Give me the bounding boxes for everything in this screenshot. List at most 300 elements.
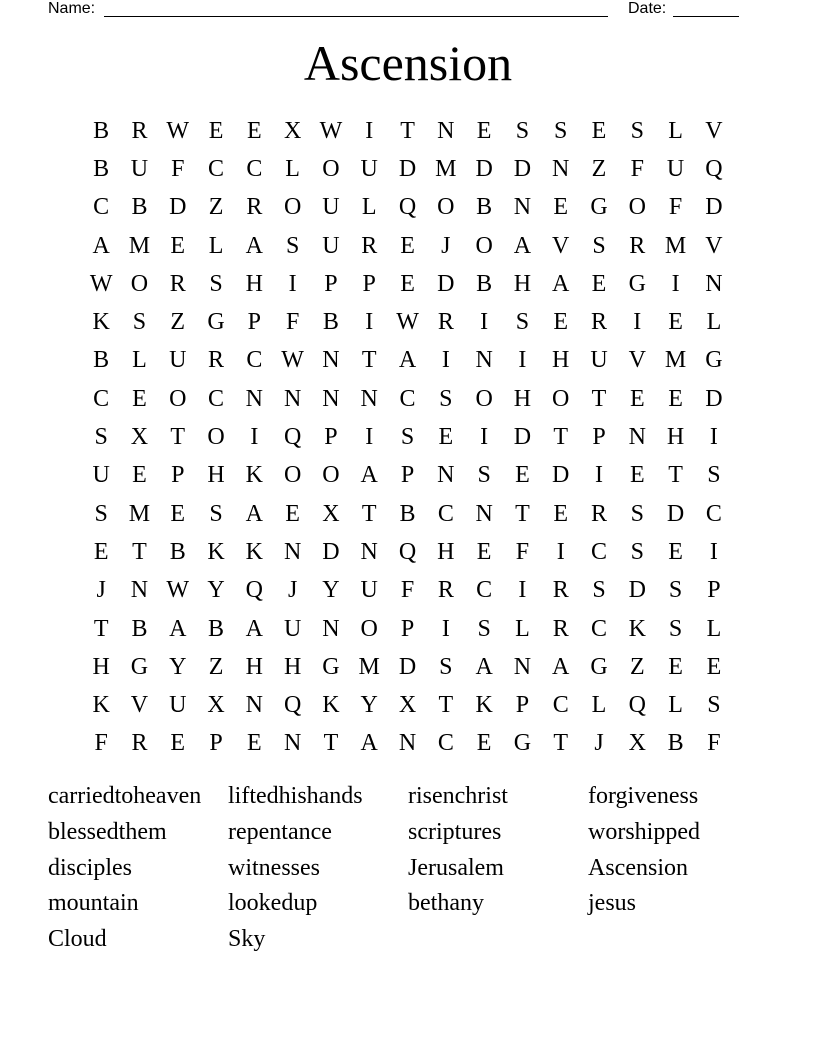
grid-letter: D [322, 538, 340, 565]
grid-letter: C [437, 730, 454, 757]
grid-letter: N [283, 538, 302, 565]
grid-letter: T [591, 385, 607, 412]
grid-letter: W [166, 577, 190, 604]
word-list-item: Ascension [588, 854, 688, 881]
grid-letter: G [130, 653, 149, 680]
grid-letter: L [285, 155, 300, 182]
grid-letter: W [319, 117, 343, 144]
grid-letter: N [475, 347, 493, 374]
grid-letter: C [246, 347, 263, 374]
grid-letter: V [705, 232, 723, 259]
grid-letter: K [207, 538, 225, 565]
grid-letter: N [322, 615, 340, 642]
grid-letter: E [476, 538, 492, 565]
grid-letter: P [400, 615, 415, 642]
grid-letter: G [705, 347, 723, 374]
grid-letter: N [360, 385, 378, 412]
grid-letter: F [630, 155, 644, 182]
grid-letter: I [480, 424, 489, 451]
grid-letter: E [170, 500, 186, 527]
grid-letter: P [209, 730, 223, 757]
grid-letter: T [553, 424, 569, 451]
grid-letter: H [666, 424, 685, 451]
grid-letter: M [128, 500, 151, 527]
grid-letter: T [361, 500, 377, 527]
grid-letter: V [705, 117, 723, 144]
grid-letter: Y [207, 577, 225, 604]
word-list-item: mountain [48, 890, 139, 917]
grid-letter: K [475, 692, 493, 719]
grid-letter: D [475, 155, 493, 182]
grid-letter: I [441, 347, 450, 374]
grid-letter: R [629, 232, 646, 259]
grid-letter: P [400, 462, 415, 489]
grid-letter: I [633, 309, 642, 336]
word-list-item: Cloud [48, 926, 107, 953]
grid-letter: Q [398, 194, 417, 221]
grid-letter: O [322, 155, 340, 182]
grid-letter: F [285, 309, 300, 336]
grid-letter: E [285, 500, 300, 527]
grid-letter: G [322, 653, 340, 680]
grid-letter: B [399, 500, 416, 527]
grid-letter: S [515, 117, 530, 144]
grid-letter: X [628, 730, 646, 757]
grid-letter: X [283, 117, 302, 144]
grid-letter: D [552, 462, 570, 489]
grid-letter: S [554, 117, 568, 144]
grid-letter: I [365, 424, 374, 451]
grid-letter: L [515, 615, 530, 642]
grid-letter: I [288, 270, 297, 297]
grid-letter: O [130, 270, 149, 297]
grid-letter: X [322, 500, 340, 527]
grid-letter: T [553, 730, 569, 757]
grid-letter: N [245, 385, 263, 412]
grid-letter: E [476, 730, 492, 757]
grid-letter: I [518, 347, 527, 374]
grid-letter: O [169, 385, 187, 412]
grid-letter: B [208, 615, 225, 642]
grid-letter: X [398, 692, 417, 719]
grid-letter: W [281, 347, 304, 374]
grid-letter: L [668, 692, 683, 719]
grid-letter: R [169, 270, 186, 297]
grid-letter: P [362, 270, 376, 297]
word-list-item: Jerusalem [408, 854, 504, 881]
grid-letter: K [92, 309, 110, 336]
grid-letter: Z [629, 653, 645, 680]
grid-letter: R [437, 577, 454, 604]
grid-letter: S [668, 615, 683, 642]
grid-letter: A [552, 653, 570, 680]
grid-letter: S [477, 615, 491, 642]
page-title: Ascension [303, 35, 513, 91]
grid-letter: O [283, 462, 302, 489]
grid-letter: A [475, 653, 493, 680]
grid-letter: U [360, 155, 378, 182]
grid-letter: U [590, 347, 608, 374]
grid-letter: O [207, 424, 225, 451]
word-list-item: lookedup [228, 890, 318, 917]
grid-letter: E [553, 194, 569, 221]
grid-letter: C [93, 194, 110, 221]
grid-letter: E [553, 500, 569, 527]
grid-letter: S [707, 462, 721, 489]
grid-letter: N [283, 385, 302, 412]
grid-letter: S [668, 577, 683, 604]
grid-letter: S [630, 500, 644, 527]
grid-letter: I [709, 538, 718, 565]
grid-letter: A [92, 232, 110, 259]
grid-letter: B [131, 615, 148, 642]
grid-letter: R [437, 309, 454, 336]
grid-letter: E [170, 730, 186, 757]
grid-letter: C [705, 500, 722, 527]
grid-letter: A [513, 232, 532, 259]
grid-letter: R [361, 232, 378, 259]
grid-letter: R [246, 194, 263, 221]
grid-letter: F [515, 538, 530, 565]
grid-letter: G [207, 309, 225, 336]
grid-letter: S [94, 500, 108, 527]
grid-letter: R [591, 500, 608, 527]
grid-letter: B [93, 155, 110, 182]
grid-letter: S [285, 232, 300, 259]
grid-letter: U [360, 577, 378, 604]
grid-letter: P [515, 692, 530, 719]
grid-letter: S [707, 692, 721, 719]
grid-letter: P [324, 424, 338, 451]
grid-letter: L [591, 692, 607, 719]
grid-letter: E [668, 309, 683, 336]
grid-letter: N [513, 653, 532, 680]
grid-letter: E [170, 232, 186, 259]
grid-letter: C [437, 500, 454, 527]
grid-letter: O [322, 462, 340, 489]
grid-letter: C [552, 692, 569, 719]
grid-letter: F [94, 730, 108, 757]
grid-letter: J [441, 232, 451, 259]
grid-letter: C [591, 538, 608, 565]
grid-letter: B [476, 194, 493, 221]
grid-letter: M [358, 653, 380, 680]
grid-letter: R [591, 309, 608, 336]
grid-letter: K [322, 692, 340, 719]
grid-letter: C [93, 385, 110, 412]
grid-letter: D [513, 155, 532, 182]
grid-letter: N [322, 385, 340, 412]
grid-letter: E [706, 653, 722, 680]
grid-letter: C [246, 155, 263, 182]
grid-letter: Q [628, 692, 646, 719]
grid-letter: O [437, 194, 455, 221]
grid-letter: E [591, 117, 607, 144]
grid-letter: T [438, 692, 454, 719]
grid-letter: E [400, 232, 415, 259]
word-list-item: blessedthem [48, 818, 167, 845]
grid-letter: I [556, 538, 565, 565]
grid-letter: P [707, 577, 721, 604]
grid-letter: N [628, 424, 646, 451]
grid-letter: A [360, 462, 378, 489]
grid-letter: J [594, 730, 604, 757]
grid-letter: N [245, 692, 263, 719]
grid-letter: I [250, 424, 259, 451]
grid-letter: S [209, 500, 223, 527]
grid-letter: R [131, 117, 148, 144]
letter-grid [82, 112, 733, 763]
grid-letter: S [477, 462, 491, 489]
grid-letter: H [245, 270, 263, 297]
grid-letter: E [93, 538, 109, 565]
grid-letter: K [245, 538, 263, 565]
grid-letter: N [475, 500, 493, 527]
grid-letter: U [169, 692, 187, 719]
grid-letter: F [668, 194, 683, 221]
grid-letter: O [360, 615, 378, 642]
word-list-item: forgiveness [588, 783, 699, 809]
grid-letter: D [666, 500, 685, 527]
grid-letter: E [629, 385, 645, 412]
grid-letter: N [705, 270, 723, 297]
grid-letter: E [400, 270, 415, 297]
grid-letter: O [552, 385, 570, 412]
grid-letter: L [706, 615, 722, 642]
word-list-item: scriptures [408, 818, 502, 845]
grid-letter: V [130, 692, 149, 719]
grid-letter: E [668, 385, 683, 412]
grid-letter: M [664, 347, 687, 374]
grid-letter: S [592, 577, 606, 604]
grid-letter: E [247, 117, 262, 144]
grid-letter: E [247, 730, 262, 757]
grid-letter: R [552, 615, 569, 642]
grid-letter: X [130, 424, 149, 451]
grid-letter: L [208, 232, 224, 259]
grid-letter: Q [705, 155, 723, 182]
grid-letter: O [628, 194, 646, 221]
grid-letter: U [92, 462, 110, 489]
grid-letter: N [322, 347, 340, 374]
grid-letter: Z [170, 309, 186, 336]
word-list-item: bethany [408, 890, 484, 917]
grid-letter: P [324, 270, 338, 297]
grid-letter: A [245, 500, 263, 527]
grid-letter: Q [398, 538, 417, 565]
grid-letter: Q [245, 577, 263, 604]
grid-letter: R [208, 347, 225, 374]
grid-letter: N [437, 117, 455, 144]
word-list-item: carriedtoheaven [48, 783, 202, 809]
grid-letter: T [93, 615, 109, 642]
word-list-item: witnesses [228, 854, 320, 881]
grid-letter: E [629, 462, 645, 489]
header [48, 0, 740, 20]
grid-letter: I [365, 117, 374, 144]
grid-letter: N [552, 155, 570, 182]
grid-letter: E [132, 462, 147, 489]
word-list-item: worshipped [588, 818, 700, 845]
grid-letter: M [128, 232, 151, 259]
grid-letter: C [591, 615, 608, 642]
grid-letter: Y [360, 692, 378, 719]
grid-letter: T [170, 424, 186, 451]
grid-letter: J [96, 577, 106, 604]
grid-letter: V [552, 232, 570, 259]
grid-letter: D [628, 577, 646, 604]
grid-letter: E [553, 309, 569, 336]
grid-letter: Y [322, 577, 340, 604]
grid-letter: B [93, 117, 110, 144]
grid-letter: W [89, 270, 113, 297]
grid-letter: F [400, 577, 415, 604]
grid-letter: D [513, 424, 532, 451]
grid-letter: I [441, 615, 450, 642]
grid-letter: T [361, 347, 377, 374]
grid-letter: U [322, 194, 340, 221]
grid-letter: V [628, 347, 646, 374]
grid-letter: S [592, 232, 606, 259]
grid-letter: X [207, 692, 225, 719]
grid-letter: S [132, 309, 147, 336]
grid-letter: P [247, 309, 262, 336]
grid-letter: E [591, 270, 607, 297]
word-list-item: liftedhishands [228, 783, 363, 809]
grid-letter: L [132, 347, 147, 374]
grid-letter: G [590, 194, 608, 221]
grid-letter: D [169, 194, 187, 221]
grid-letter: S [515, 309, 530, 336]
grid-letter: E [476, 117, 492, 144]
grid-letter: I [595, 462, 603, 489]
grid-letter: R [131, 730, 148, 757]
grid-letter: N [437, 462, 455, 489]
grid-letter: E [132, 385, 147, 412]
grid-letter: G [513, 730, 532, 757]
grid-letter: T [515, 500, 530, 527]
grid-letter: U [283, 615, 302, 642]
word-list-item: risenchrist [408, 783, 508, 809]
grid-letter: Z [208, 653, 224, 680]
grid-letter: U [666, 155, 685, 182]
grid-letter: I [480, 309, 489, 336]
grid-letter: H [245, 653, 263, 680]
name-blank-line [104, 16, 608, 17]
date-blank-line [673, 16, 739, 17]
grid-letter: C [208, 385, 225, 412]
grid-letter: U [130, 155, 149, 182]
grid-letter: Q [283, 692, 302, 719]
grid-letter: T [400, 117, 415, 144]
word-list-item: jesus [588, 890, 636, 917]
grid-letter: R [552, 577, 569, 604]
grid-letter: B [476, 270, 493, 297]
grid-letter: S [439, 653, 453, 680]
grid-letter: H [283, 653, 302, 680]
grid-letter: O [475, 232, 493, 259]
grid-letter: S [94, 424, 108, 451]
grid-letter: S [439, 385, 453, 412]
grid-letter: A [245, 615, 263, 642]
grid-letter: O [475, 385, 493, 412]
grid-letter: K [92, 692, 110, 719]
grid-letter: U [169, 347, 187, 374]
grid-letter: S [630, 117, 644, 144]
grid-letter: K [628, 615, 646, 642]
grid-letter: Z [591, 155, 607, 182]
grid-letter: K [245, 462, 263, 489]
grid-letter: C [208, 155, 225, 182]
grid-letter: N [360, 538, 378, 565]
grid-letter: C [476, 577, 493, 604]
word-list-item: repentance [228, 818, 332, 845]
grid-letter: F [171, 155, 185, 182]
grid-letter: Y [169, 653, 187, 680]
word-list-item: disciples [48, 854, 132, 881]
grid-letter: O [283, 194, 302, 221]
grid-letter: N [513, 194, 532, 221]
grid-letter: A [169, 615, 187, 642]
grid-letter: T [323, 730, 339, 757]
grid-letter: B [667, 730, 684, 757]
grid-letter: S [400, 424, 415, 451]
grid-letter: N [283, 730, 302, 757]
grid-letter: J [287, 577, 298, 604]
grid-letter: E [668, 538, 683, 565]
grid-letter: D [398, 653, 417, 680]
grid-letter: I [365, 309, 374, 336]
grid-letter: B [169, 538, 186, 565]
grid-letter: Q [283, 424, 302, 451]
grid-letter: I [518, 577, 527, 604]
grid-letter: F [707, 730, 721, 757]
grid-letter: A [245, 232, 263, 259]
grid-letter: C [399, 385, 416, 412]
grid-letter: N [130, 577, 149, 604]
grid-letter: H [513, 270, 532, 297]
grid-letter: E [515, 462, 530, 489]
grid-letter: D [705, 385, 723, 412]
grid-letter: E [208, 117, 224, 144]
grid-letter: U [322, 232, 340, 259]
grid-letter: A [552, 270, 570, 297]
grid-letter: I [709, 424, 718, 451]
grid-letter: L [668, 117, 683, 144]
grid-letter: N [398, 730, 417, 757]
grid-letter: W [166, 117, 190, 144]
grid-letter: M [435, 155, 457, 182]
grid-letter: M [664, 232, 687, 259]
grid-letter: E [668, 653, 683, 680]
grid-letter: P [171, 462, 185, 489]
grid-letter: B [93, 347, 110, 374]
grid-letter: D [705, 194, 723, 221]
grid-letter: H [437, 538, 455, 565]
grid-letter: S [630, 538, 644, 565]
grid-letter: P [592, 424, 606, 451]
name-label: Name: [48, 0, 96, 17]
grid-letter: A [398, 347, 417, 374]
grid-letter: T [132, 538, 147, 565]
grid-letter: H [552, 347, 570, 374]
date-label: Date: [628, 0, 667, 17]
grid-letter: I [671, 270, 680, 297]
grid-letter: T [668, 462, 683, 489]
word-list-item: Sky [228, 926, 266, 953]
grid-letter: D [398, 155, 417, 182]
grid-letter: H [513, 385, 532, 412]
